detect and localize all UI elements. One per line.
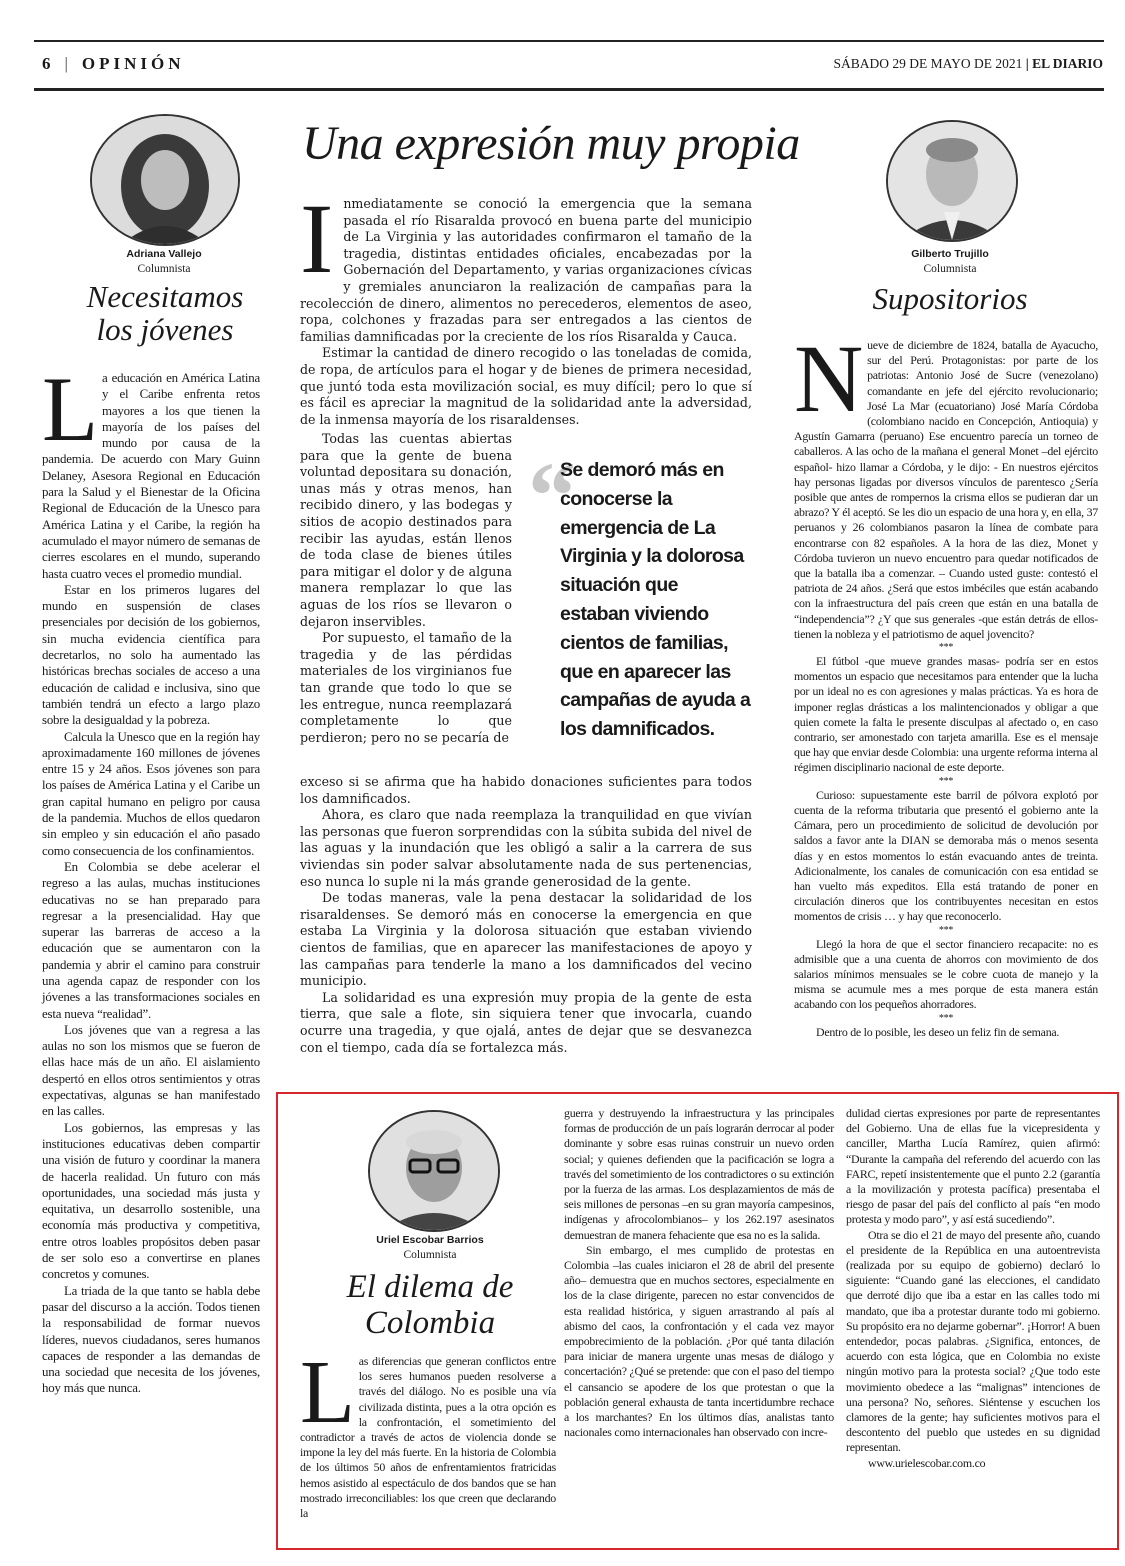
separator-stars: ***: [938, 1012, 954, 1024]
dropcap: I: [300, 183, 334, 294]
column-title: [306, 1270, 554, 1341]
column-title-line1: Necesitamos: [86, 279, 244, 314]
separator-stars: ***: [938, 642, 954, 654]
paragraph: La solidaridad es una expresión muy propia de la gente de esta tierra, que sale a flote, sin siquiera tener que invocarla, cuando ocurre una tragedia, y que ojalá, antes de dejar que se desvanezca con el tiempo, cada día se fortalezca más.: [300, 989, 752, 1055]
dropcap: L: [300, 1343, 355, 1442]
quote-mark-icon: “: [528, 442, 576, 549]
paragraph: Calcula la Unesco que en la región hay aproximadamente 160 millones de jóvenes entre 15 y 24 años. Esos jóvenes son para los países de América Latina y el Caribe un gran capital humano en peligro por causa de la pandemia. Muchos de ellos quedaron sin empleo y sin educación el año pasado como consecuencia de los confinamientos.: [42, 729, 260, 858]
portrait-icon: [888, 122, 1016, 240]
separator-stars: ***: [938, 775, 954, 787]
editorial-title: Una expresión muy propia: [302, 117, 800, 170]
paragraph: Los jóvenes que van a regresa a las aulas no son los mismos que se fueron de ellas hace más de un año. El aislamiento despertó en ellos otros sentimientos y otras expectativas, algunas se han manifestado en las calles.: [42, 1022, 260, 1119]
paragraph: ueve de diciembre de 1824, batalla de Ayacucho, sur del Perú. Protagonistas: por parte de los patriotas: Antonio José de Sucre (venezolano) comandante en jefe del ejército revolucionario; José La Mar (ecuatoriano) José María Córdoba (colombiano nacido en Concepción, Antioquia) y Agustín Gamarra (peruano) Ese encuentro parecía un torneo de caballeros. A las ocho de la mañana el general Monet –del ejército español- hizo llamar a Córdoba, y le dijo: - En nuestros ejércitos hay personas ligadas por diversos vínculos de parentesco ¿Sería posible que antes de rompernos la crisma ellos se pudieran dar un abrazo? Y él aceptó. Se les dio un espacio de una hora y, en ella, 37 peruanos y 26 colombianos pasaron la línea de combate para encontrarse con 82 españoles. A la hora de las diez, Monet y Córdoba tuvieron un nuevo encuentro para quedar notificados de que la batalla iba a comenzar. – Cuando usted guste: contestó el patriota de 24 años. ¿Será que estos imbéciles que están acabando con la infraestructura del país creen que están en una batalla de “independencia”? ¿Y que sus generales -que están detrás de ellos- tienen la nobleza y el patriotismo de aquel jovencito?: [794, 338, 1098, 641]
author-name: Uriel Escobar Barrios: [376, 1234, 484, 1246]
author-photo-adriana: [90, 114, 240, 246]
paragraph: En Colombia se debe acelerar el regreso a las aulas, muchas instituciones educativas no se han preparado para regresar a la presencialidad. Hay que superar las barreras de acceso a la educación que se aumentaron con la pandemia y abrir el camino para construir una agenda capaz de responder con los jóvenes a las transformaciones sociales en esta nueva “realidad”.: [42, 859, 260, 1021]
paragraph: Ahora, es claro que nada reemplaza la tranquilidad en que vivían las personas que fueron sorprendidas con la súbita subida del nivel de las aguas y la inundación que les obligó a salir a la carrera de sus viviendas sin poder salvar absolutamente nada de sus pertenencias, eso nunca lo suple ni la más grande generosidad de la gente.: [300, 807, 752, 889]
author-photo-gilberto: [886, 120, 1018, 242]
column-title-line1: El dilema de: [346, 1269, 514, 1305]
author-website: www.urielescobar.com.co: [868, 1455, 986, 1470]
author-name: Adriana Vallejo: [126, 248, 202, 260]
paragraph: La triada de la que tanto se habla debe pasar del discurso a la acción. Todos tienen la responsabilidad de formar nuevos líderes, nuevos ciudadanos, seres humanos capaces de responder a las demandas de una sociedad que necesita de los jóvenes, hoy más que nunca.: [42, 1283, 260, 1396]
column-title: Supositorios: [872, 281, 1028, 316]
boxed-column-col3: [846, 1106, 1100, 1471]
paragraph: a educación en América Latina y el Caribe enfrenta retos mayores a los que tienen la mayoría de los países del mundo por causa de la pandemia. De acuerdo con Mary Guinn Delaney, Asesora Regional en Educación para la Salud y el Bienestar de la Oficina Regional de Educación de la Unesco para América Latina y el Caribe, la región ha acumulado el mayor número de semanas de cierres escolares en el mundo, superando hasta cuatro veces el promedio mundial.: [42, 371, 260, 581]
portrait-icon: [370, 1112, 498, 1230]
paragraph: Por supuesto, el tamaño de la tragedia y de las pérdidas materiales de los virginianos fue tan grande que todo lo que se les entregue, nunca reemplazará completamente lo que perdieron; pero no se pecaría de: [300, 630, 512, 745]
column-title-line2: los jóvenes: [96, 312, 234, 348]
author-name: Gilberto Trujillo: [911, 248, 989, 260]
paragraph: Otra se dio el 21 de mayo del presente año, cuando el presidente de la República en una autoentrevista (realizada por su equipo de gobierno) declaró lo siguiente: “Cuando gané las elecciones, el candidato que derroté dijo que iba a estar en las calles todo mi mandato, que iba a protestar durante todo mi gobierno. Su propósito era no dejarme gobernar”. ¡Horror! A buen entendedor, pocas palabras. ¿Significa, entonces, de acuerdo con esta lógica, que en Colombia no existe ningún motivo para la protesta social? ¿Que todo este movimiento obedece a las “malignas” intenciones de una persona? No, señores. Siéntense y escuchen los clamores de la gente; hay suficientes motivos para el descontento del pueblo que ustedes en su dignidad representan.: [846, 1227, 1100, 1455]
page-number: 6: [42, 54, 55, 73]
paragraph: Estar en los primeros lugares del mundo en suspensión de clases presenciales por decisión de los gobiernos, sin mucha evidencia científica para decretarlos, no solo ha aumentado las históricas brechas sociales de acceso a una educación de calidad e inclusiva, sino que también tendrá un efecto a largo plazo sobre la desigualdad y la pobreza.: [42, 582, 260, 728]
paragraph: Curioso: supuestamente este barril de pólvora explotó por cuenta de la reforma tributaria que presentó el gobierno ante la Cámara, pero un procedimiento de solicitud de devolución por saldos a favor ante la DIAN se demoraba más o menos sesenta días y en estos momentos lo están evacuando antes de treinta. Adicionalmente, los canales de comunicación con esa entidad se han vuelto más expeditos. Ella está tratando de poner en circulación dineros que los contribuyentes necesitan en estos momentos de crisis … y hay que reconocerlo.: [794, 787, 1098, 924]
editorial-body-bottom: [300, 774, 752, 1056]
date-header: [833, 56, 1103, 72]
paragraph: De todas maneras, vale la pena destacar la solidaridad de los risaraldenses. Se demoró más en conocerse la emergencia en que estaba La Virginia y la dolorosa situación que estaban viviendo cientos de familias, que en aparecer las manifestaciones de apoyo y las campañas para tenderle la mano a los damnificados del vecino municipio.: [300, 890, 752, 989]
paragraph: nmediatamente se conoció la emergencia que la semana pasada el río Risaralda provocó en buena parte del municipio de La Virginia y las autoridades confirmaron el tamaño de la tragedia, distintas entidades oficiales, encabezadas por la Gobernación del Departamento, y varias organizaciones cívicas y gremiales anunciaron la realización de campañas para la recolección de dinero, alimentos no perecederos, elementos de aseo, ropa, colchones y frazadas para ser entregados a las cientos de familias damnificadas por la creciente de los ríos Risaralda y Cauca.: [300, 196, 752, 344]
section-name: OPINIÓN: [81, 54, 185, 73]
paragraph: El fútbol -que mueve grandes masas- podría ser en estos momentos un espacio que necesitamos para entender que la lucha por un ideal no es con agresiones y malas prácticas. Ya es hora de imponer reglas drásticas a los malintencionados y obligar a que quien comete la falta le presente disculpas al afectado o, en caso contrario, ser amonestado con tarjeta amarilla. Ese es el mensaje que hay que enviar desde Colombia: una urgente reforma interna al régimen disciplinario nacional de este deporte.: [794, 654, 1098, 775]
header-separator: |: [64, 54, 72, 73]
issue-date: SÁBADO 29 DE MAYO DE 2021: [833, 56, 1023, 71]
paragraph: Todas las cuentas abiertas para que la gente de buena voluntad depositara su donación, unas más y otras menos, han recibido dinero, y las bodegas y sitios de acopio destinados para recibir las ayudas, están llenos de toda clase de bienes útiles para mitigar el dolor y de alguna manera remplazar lo que las aguas de los ríos se llevaron o dejaron inservibles.: [300, 431, 512, 629]
paragraph: dulidad ciertas expresiones por parte de representantes del Gobierno. Una de ellas fue la vicepresidenta y canciller, Martha Lucía Ramírez, quien afirmó: “Durante la campaña del referendo del acuerdo con las FARC, repetí insistentemente que el punto 2.2 (garantía a la movilización y protesta pacífica) presentaba el riesgo de pasar del país del conflicto al país “en modo protesta y modo paro”, y así está sucediendo”.: [846, 1106, 1100, 1227]
column-body-left: [42, 358, 260, 1397]
paragraph: Llegó la hora de que el sector financiero recapacite: no es admisible que a una cuenta de ahorros con movimiento de dos salarios mínimos mensuales se le cobre cuota de manejo y la misma se acumule mes a mes porque de esta manera están acabando con los pequeños ahorradores.: [794, 936, 1098, 1012]
column-title-line2: Colombia: [364, 1304, 496, 1341]
header-separator-right: |: [1025, 56, 1029, 71]
dropcap: L: [42, 358, 98, 460]
editorial-body-narrow: [300, 431, 512, 746]
top-rule: [34, 40, 1104, 42]
paragraph: Dentro de lo posible, les deseo un feliz fin de semana.: [816, 1024, 1060, 1039]
paragraph: exceso si se afirma que ha habido donaciones suficientes para todos los damnificados.: [300, 774, 752, 806]
author-role: Columnista: [137, 263, 191, 275]
author-role: Columnista: [403, 1249, 457, 1261]
column-body-right: [794, 325, 1098, 1040]
page-section-header: [42, 54, 185, 74]
separator-stars: ***: [938, 924, 954, 936]
paragraph: as diferencias que generan conflictos entre los seres humanos pueden resolverse a través del diálogo. No es posible una vía civilizada distinta, pues a la otra opción es la confrontación, el sometimiento del contradictor a través de actos de violencia donde se impone la ley del más fuerte. En la historia de Colombia de los últimos 50 años de enfrentamientos fratricidas hemos asistido al espectáculo de dos bandos que se han mostrado irreconciliables: los que creen que declarando la: [300, 1354, 556, 1521]
boxed-column-col2: [564, 1106, 834, 1440]
pull-quote: Se demoró más en conocerse la emergencia de La Virginia y la dolorosa situación que estaban viviendo cientos de familias, que en aparecer las campañas de ayuda a los damnificados.: [560, 459, 751, 741]
paragraph: guerra y destruyendo la infraestructura y las principales formas de producción de un país lograrán derrocar al poder dominante y sobre esas ruinas construir un nuevo orden social; y quienes defienden que la pacificación se logra a través del sometimiento de los contradictores o su extinción por la fuerza de las armas. Los desplazamientos de más de seis millones de personas –en su gran mayoría campesinos, indígenas y afrocolombianos– y los 262.197 asesinatos demuestran de manera fehaciente que esa no es la salida.: [564, 1106, 834, 1242]
paper-name: EL DIARIO: [1032, 56, 1103, 71]
boxed-column-col1: [300, 1343, 556, 1521]
dropcap: N: [794, 325, 864, 432]
paragraph: Los gobiernos, las empresas y las instituciones educativas deben compartir una visión de futuro y coordinar la manera de hacerla realidad. Un futuro con más oportunidades, una sociedad más justa y equitativa, un desarrollo sostenible, una economía más productiva y competitiva, entre otros loables propósitos deben pasar de ser solo eso a convertirse en planes concretos y comunes.: [42, 1120, 260, 1282]
paragraph: Estimar la cantidad de dinero recogido o las toneladas de comida, de ropa, de artículos para el hogar y de bienes de primera necesidad, que juntó toda esta movilización social, es muy difícil; pero lo que sí es fácil es apreciar la magnitud de la solidaridad ante la adversidad, de la inmensa mayoría de los risaraldenses.: [300, 345, 752, 427]
author-photo-uriel: [368, 1110, 500, 1232]
header-rule: [34, 88, 1104, 91]
paragraph: Sin embargo, el mes cumplido de protestas en Colombia –las cuales iniciaron el 28 de abril del presente año– demuestra que en muchos sectores, especialmente en los de la clase dirigente, parecen no estar convencidos de esta realidad histórica, y siguen arrastrando al país al abismo del caos, la confrontación y el cada vez mayor empobrecimiento de la población. ¿Por qué tanta dilación para iniciar de manera urgente unas mesas de diálogo y concertación? ¿Qué se pretende: que con el paso del tiempo el cansancio se apodere de los que protestan o que la población general exhausta de tanta incertidumbre rechace a los marchantes? En los últimos días, analistas tanto nacionales como internacionales han observado con incre-: [564, 1242, 834, 1440]
column-title: [40, 280, 290, 347]
editorial-body-top: [300, 183, 752, 428]
author-role: Columnista: [923, 263, 977, 275]
portrait-icon: [92, 116, 238, 244]
